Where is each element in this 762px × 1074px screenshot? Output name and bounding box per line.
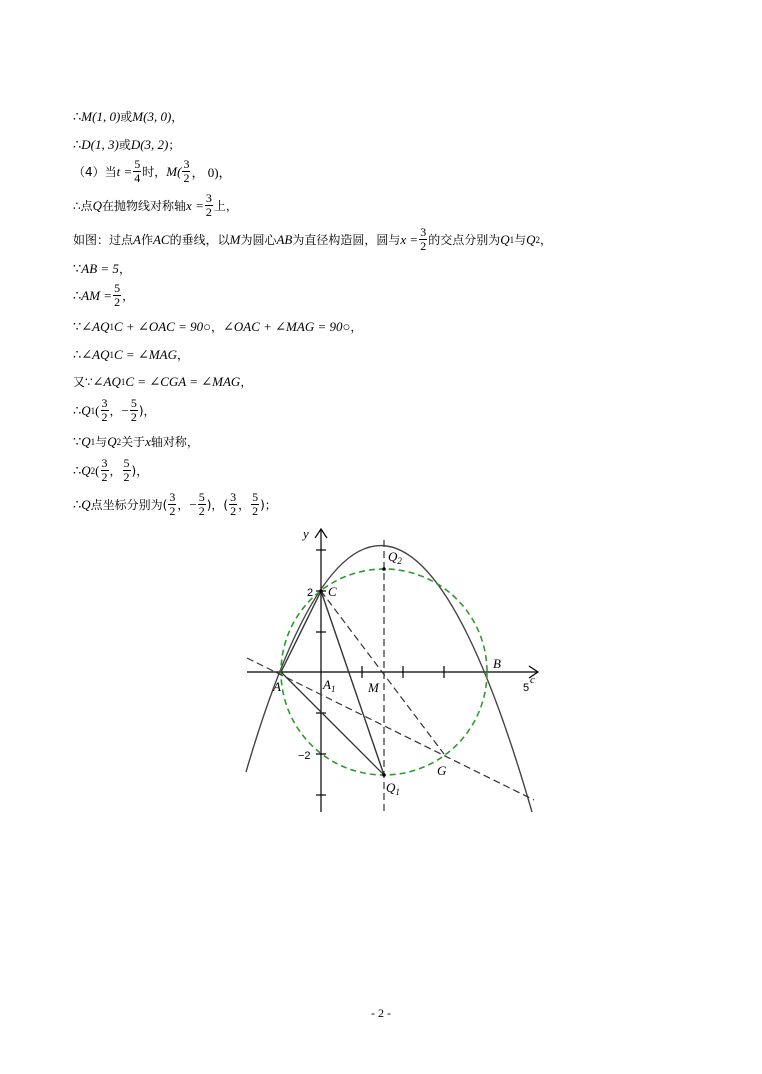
math: Q [500,231,510,247]
label-A1: $A_1$ [323,677,336,694]
text: 作 [140,233,153,247]
text: 与 [514,233,527,247]
line-through-A-G [247,658,534,800]
text: 关于 [121,435,146,449]
line-9 [73,346,189,363]
label-B: B [493,656,501,671]
line-12 [73,433,199,450]
math: A [133,231,141,247]
text: )， [131,464,149,478]
subscript: 2 [116,436,122,447]
line-6 [73,260,131,277]
text: ， [118,262,131,276]
text: ， [177,498,190,512]
math: Q [81,433,91,449]
fraction: $\frac{3}{2}$ [183,157,190,185]
line-13 [73,457,148,484]
because: ∵ [73,318,82,334]
fraction: $\frac{3}{2}$ [205,191,212,219]
text: 或 [120,110,133,124]
math: Q [81,402,91,418]
label-Q2: $Q_2$ [388,549,402,566]
because: ∵ [73,260,82,276]
label-Q1: $Q_1$ [386,780,400,797]
math: C = ∠CGA = ∠MAG [125,373,241,389]
fraction: $\frac{5}{2}$ [130,396,137,424]
text: ， [238,498,251,512]
math: ( [95,462,100,478]
math: C = ∠MAG [114,346,178,362]
text: ， [350,320,363,334]
line-10 [73,373,252,390]
math: x = [186,197,204,213]
math: C + ∠OAC = 90○ [114,318,211,334]
line-1 [73,108,183,125]
math: D(1, 3) [81,136,119,152]
math: − [189,496,197,512]
math: AM = [81,287,113,303]
fraction: $\frac{5}{4}$ [134,157,141,185]
tick-5: 5 [523,682,530,694]
label-y: y [303,526,309,541]
tick-neg-2: −2 [298,750,311,762]
fraction: $\frac{5}{2}$ [252,490,259,518]
subscript: 1 [90,405,96,416]
math: t = [116,163,133,179]
text: ， [122,289,135,303]
text: 如图：过点 [73,233,134,247]
text: )，( [206,498,229,512]
fraction: $\frac{3}{2}$ [169,490,176,518]
line-14 [73,491,277,518]
text: 上， [213,199,238,213]
text: )， [138,404,156,418]
math: ∠AQ [81,346,110,362]
fraction: $\frac{3}{2}$ [101,396,108,424]
math: D(3, 2) [130,136,169,152]
fraction: $\frac{5}{2}$ [123,456,130,484]
math: x [145,433,151,449]
text: 点坐标分别为( [90,498,168,512]
line-4 [73,192,238,219]
text: ， [177,348,190,362]
text: 为直径构造圆，圆与 [292,233,401,247]
page-number: - 2 - [371,1006,391,1020]
math: Q [81,496,91,512]
line-2 [73,136,180,153]
math: M( [166,163,182,179]
label-x-axis: c [530,674,535,686]
fraction: $\frac{3}{2}$ [230,490,237,518]
math: ∠AQ [81,318,110,334]
subscript: 1 [109,321,115,332]
therefore: ∴ [73,462,82,478]
subscript: 2 [535,234,540,245]
math: M [229,231,241,247]
line-11 [73,397,156,424]
text: 在抛物线对称轴 [102,199,187,213]
text: )； [260,498,277,512]
text: （4）当 [73,165,117,179]
text: ， [109,464,122,478]
geometry-figure [243,520,543,820]
therefore: ∴ [73,136,82,152]
subscript: 1 [90,436,96,447]
segment-A-C [281,591,321,672]
therefore: ∴ [73,108,82,124]
text: ， [210,320,223,334]
line-3 [73,158,232,185]
math: Q [92,197,103,213]
math: ∠AQ [92,373,121,389]
subscript: 1 [509,234,515,245]
label-C: C [328,584,337,599]
math: M(1, 0) [81,108,121,124]
subscript: 2 [90,465,96,476]
therefore: ∴ [73,346,82,362]
therefore: ∴ [73,287,82,303]
therefore: ∴ [73,402,82,418]
fraction: $\frac{5}{2}$ [198,490,205,518]
text: 轴对称， [150,435,199,449]
because: ∵ [73,433,82,449]
math: ( [95,402,100,418]
therefore: ∴ [73,496,82,512]
math: AB = 5 [81,260,119,276]
label-M: M [368,680,379,695]
point-C [319,589,323,593]
text: ∴点 [73,199,93,213]
math: AC [152,231,170,247]
text: ， [171,110,184,124]
label-G: G [437,763,447,778]
math: − [121,402,129,418]
fraction: $\frac{3}{2}$ [420,225,427,253]
text: ， [240,375,253,389]
text: 又∵ [73,375,93,389]
text: ， [540,233,553,247]
math: M(3, 0) [132,108,172,124]
text: ； [168,138,181,152]
point-Q1 [382,773,386,777]
text: 时， [142,165,167,179]
tick-2: 2 [307,587,314,599]
line-5 [73,226,552,253]
text: 的交点分别为 [428,233,501,247]
text: 与 [95,435,108,449]
math: AB [276,231,293,247]
line-7 [73,282,134,309]
math: Q [107,433,117,449]
fraction: $\frac{5}{2}$ [114,281,121,309]
math: Q [81,462,91,478]
subscript: 1 [120,376,126,387]
text: 的垂线，以 [169,233,230,247]
line-8 [73,318,362,335]
text: 为圆心 [240,233,277,247]
text: ， [109,404,122,418]
math: ， 0)， [191,165,232,180]
point-Q2 [382,567,386,571]
label-A: A [273,679,281,694]
math: Q [526,231,536,247]
subscript: 1 [109,349,115,360]
math: x = [400,231,419,247]
math: ∠OAC + ∠MAG = 90○ [223,318,351,334]
fraction: $\frac{3}{2}$ [101,456,108,484]
text: 或 [118,138,131,152]
